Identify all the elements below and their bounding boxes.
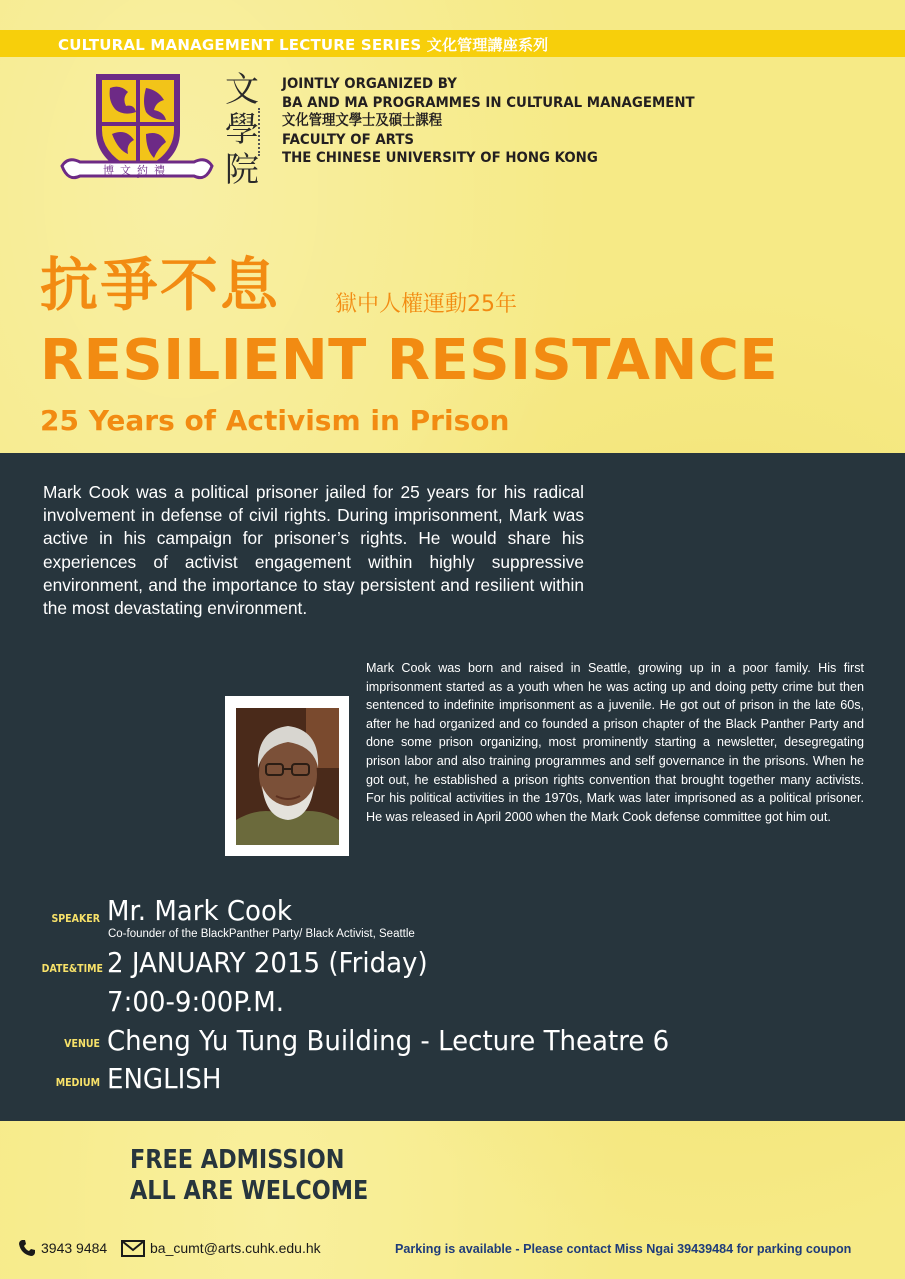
- organizer-line: BA AND MA PROGRAMMES IN CULTURAL MANAGEMENT: [282, 94, 695, 111]
- organizer-line: FACULTY OF ARTS: [282, 131, 415, 148]
- organizer-block: [282, 75, 695, 168]
- speaker-portrait-drawing: [236, 708, 339, 845]
- speaker-photo-frame: [225, 696, 349, 856]
- chinese-title: 抗爭不息: [40, 251, 281, 319]
- speaker-biography: Mark Cook was born and raised in Seattle, growing up in a poor family. His first imprisonment started as a youth when he was acting up and doing petty crime but then sentenced to indefinite imprisonment as a juvenile. He got out of prison in the late 60s, after he had organized and co founded a prison chapter of the Black Panther Party and done some prison organizing, most prominently starting a newsletter, desegregating prison labor and also training programmes and self governance in the prisons. When he got out, he established a prison rights convention that brought together many activists. For his political activities in the 1970s, Mark was later imprisoned as a political prisoner. He was released in April 2000 when the Mark Cook defense committee got him out.: [366, 661, 864, 824]
- medium-label: MEDIUM: [55, 1077, 100, 1089]
- phone-number[interactable]: 3943 9484: [41, 1240, 108, 1256]
- email-address[interactable]: ba_cumt@arts.cuhk.edu.hk: [150, 1240, 321, 1256]
- faculty-of-arts-seal: [222, 70, 270, 192]
- envelope-icon: [121, 1240, 145, 1257]
- series-banner-text: CULTURAL MANAGEMENT LECTURE SERIES 文化管理講座系列: [58, 36, 549, 54]
- datetime-label: DATE&TIME: [41, 963, 103, 975]
- venue-label: VENUE: [64, 1038, 100, 1050]
- free-admission-text: FREE ADMISSION: [129, 1145, 345, 1175]
- organizer-line: 文化管理文學士及碩士課程: [282, 113, 443, 129]
- chinese-subtitle: 獄中人權運動25年: [335, 292, 517, 317]
- event-medium: ENGLISH: [107, 1062, 222, 1095]
- seal-glyph-3: 院: [225, 150, 259, 190]
- organizer-line: THE CHINESE UNIVERSITY OF HONG KONG: [282, 150, 598, 166]
- speaker-label: SPEAKER: [51, 913, 100, 925]
- svg-text:博文約禮: 博文約禮: [103, 164, 171, 177]
- admission-notice: [129, 1145, 369, 1207]
- phone-icon: [18, 1239, 36, 1257]
- english-title: RESILIENT RESISTANCE: [40, 328, 779, 393]
- speaker-role: Co-founder of the BlackPanther Party/ Black Activist, Seattle: [108, 928, 415, 940]
- event-venue: Cheng Yu Tung Building - Lecture Theatre 6: [107, 1024, 670, 1057]
- series-banner: [0, 30, 905, 57]
- speaker-name: Mr. Mark Cook: [107, 894, 292, 927]
- seal-glyph-1: 文: [225, 70, 259, 110]
- english-subtitle: 25 Years of Activism in Prison: [40, 404, 510, 437]
- speaker-photo: [236, 708, 339, 845]
- cuhk-emblem-logo: [58, 70, 216, 192]
- seal-side-text: [258, 108, 266, 156]
- seal-glyph-2: 學: [225, 110, 259, 150]
- intro-paragraph: Mark Cook was a political prisoner jailed for 25 years for his radical involvement in defense of civil rights. During imprisonment, Mark was active in his campaign for prisoner’s rights. He would share his experiences of activist engagement within highly suppressive environment, and the importance to stay persistent and resilient within the most devastating environment.: [43, 482, 584, 619]
- event-time: 7:00-9:00P.M.: [107, 985, 285, 1018]
- event-date: 2 JANUARY 2015 (Friday): [107, 946, 428, 979]
- all-welcome-text: ALL ARE WELCOME: [129, 1176, 369, 1206]
- organizer-line: JOINTLY ORGANIZED BY: [282, 76, 457, 92]
- parking-notice: Parking is available - Please contact Miss Ngai 39439484 for parking coupon: [395, 1242, 852, 1256]
